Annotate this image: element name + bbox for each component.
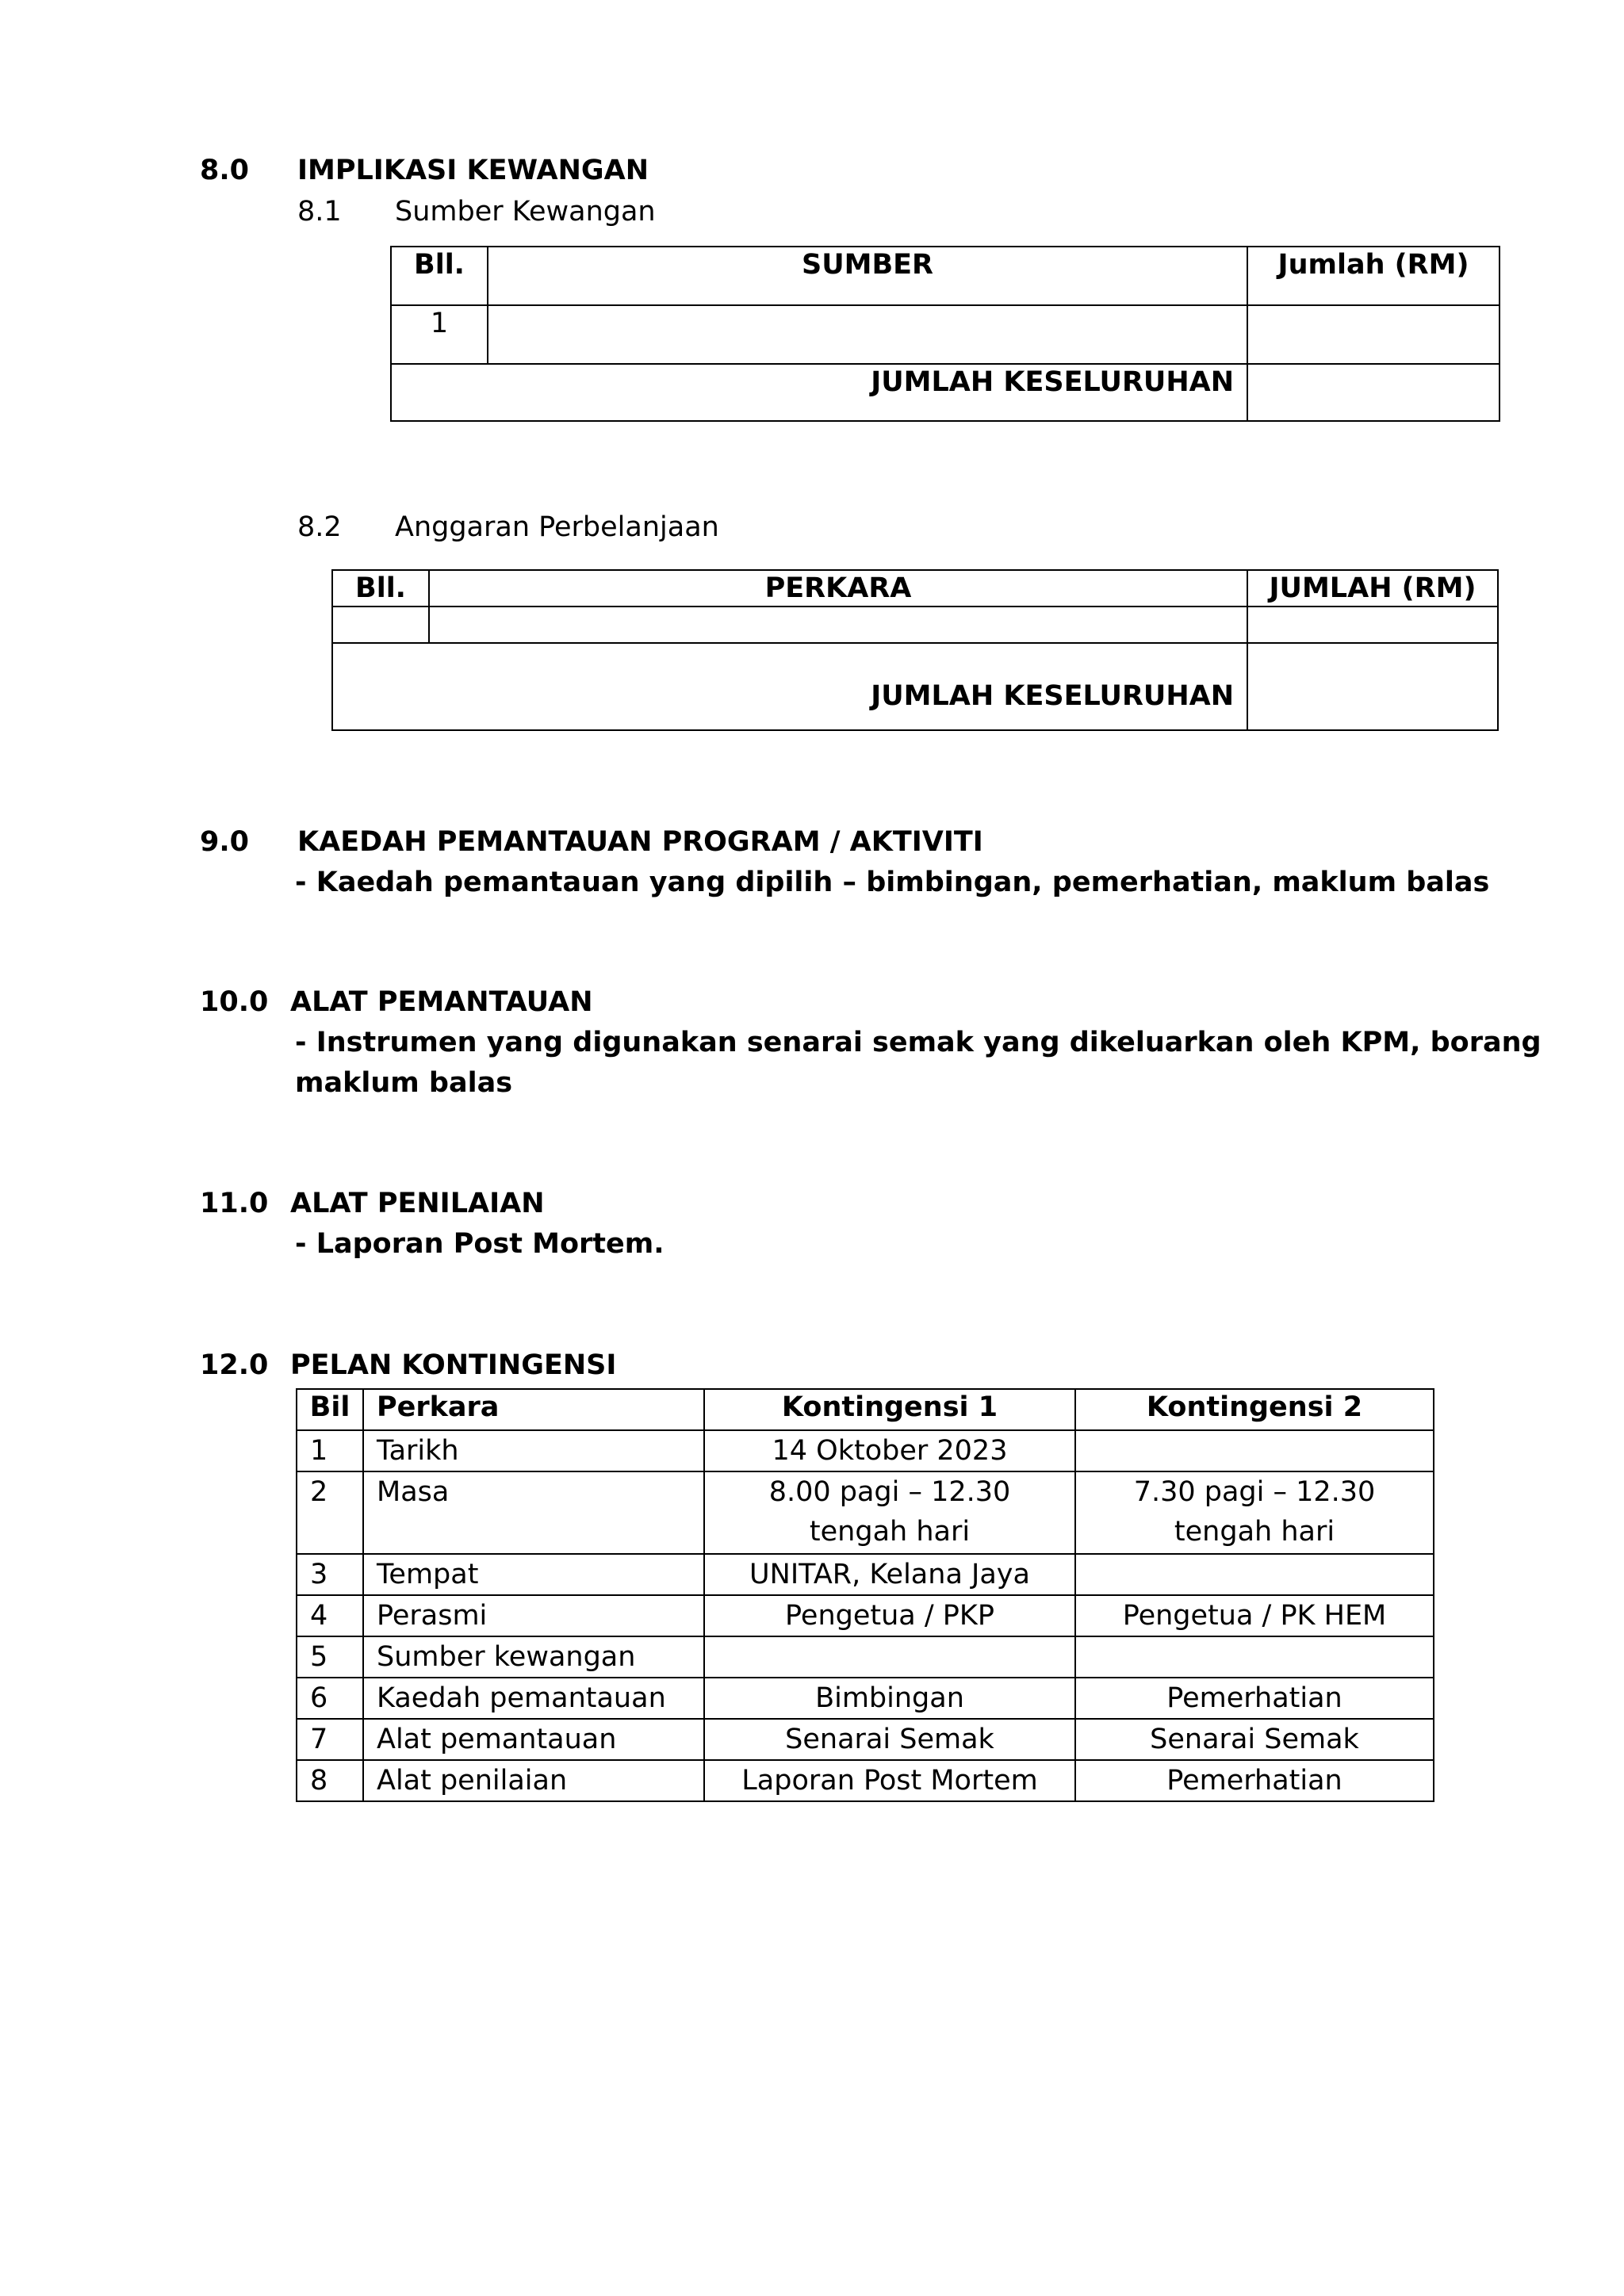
table-row — [297, 1719, 1434, 1760]
table-cell: Masa — [363, 1471, 704, 1554]
table-cell: Pengetua / PK HEM — [1075, 1595, 1434, 1636]
table-cell: 5 — [297, 1636, 363, 1678]
table-cell: Alat pemantauan — [363, 1719, 704, 1760]
table-cell: Pemerhatian — [1075, 1760, 1434, 1801]
section-8-2-title: Anggaran Perbelanjaan — [395, 511, 719, 543]
table-cell — [1075, 1430, 1434, 1471]
pelan-kontingensi-table — [296, 1388, 1434, 1802]
section-11-body: - Laporan Post Mortem. — [295, 1228, 665, 1260]
table-row — [332, 643, 1498, 730]
table-header: Kontingensi 2 — [1075, 1389, 1434, 1430]
table-cell — [1247, 305, 1500, 364]
table-cell: Kaedah pemantauan — [363, 1678, 704, 1719]
table-cell: Pemerhatian — [1075, 1678, 1434, 1719]
section-9-number: 9.0 — [200, 826, 250, 858]
table-cell — [1075, 1554, 1434, 1595]
table-cell — [1075, 1636, 1434, 1678]
section-8-number: 8.0 — [200, 155, 250, 186]
table-cell: Perasmi — [363, 1595, 704, 1636]
section-10-body-line2: maklum balas — [295, 1067, 513, 1099]
table-row — [297, 1636, 1434, 1678]
table-cell: 4 — [297, 1595, 363, 1636]
section-8-1-number: 8.1 — [297, 196, 342, 228]
section-11-title: ALAT PENILAIAN — [290, 1188, 545, 1219]
table-cell: Senarai Semak — [1075, 1719, 1434, 1760]
section-8-title: IMPLIKASI KEWANGAN — [297, 155, 649, 186]
table-cell — [704, 1636, 1075, 1678]
table-row — [391, 364, 1500, 421]
table-header: JUMLAH (RM) — [1247, 570, 1498, 607]
table-cell: Tempat — [363, 1554, 704, 1595]
section-9-body: - Kaedah pemantauan yang dipilih – bimbingan, pemerhatian, maklum balas — [295, 867, 1490, 898]
table-header: SUMBER — [488, 247, 1247, 305]
anggaran-perbelanjaan-table — [331, 569, 1499, 731]
table-cell: 2 — [297, 1471, 363, 1554]
table-cell: 7 — [297, 1719, 363, 1760]
table-header: Bil — [297, 1389, 363, 1430]
table-header: Perkara — [363, 1389, 704, 1430]
table-cell: 3 — [297, 1554, 363, 1595]
section-9-title: KAEDAH PEMANTAUAN PROGRAM / AKTIVITI — [297, 826, 983, 858]
table-cell — [488, 305, 1247, 364]
table-cell: 6 — [297, 1678, 363, 1719]
table-cell: 8.00 pagi – 12.30 tengah hari — [704, 1471, 1075, 1554]
table-header: PERKARA — [429, 570, 1247, 607]
table-cell: Pengetua / PKP — [704, 1595, 1075, 1636]
table-cell: 7.30 pagi – 12.30 tengah hari — [1075, 1471, 1434, 1554]
section-10-number: 10.0 — [200, 986, 269, 1018]
table-row — [297, 1760, 1434, 1801]
table-cell: 8 — [297, 1760, 363, 1801]
table-header: Bll. — [391, 247, 488, 305]
table-row — [297, 1678, 1434, 1719]
table-row — [297, 1595, 1434, 1636]
total-value — [1247, 643, 1498, 730]
table-header: Kontingensi 1 — [704, 1389, 1075, 1430]
table-cell — [429, 607, 1247, 643]
section-8-2-number: 8.2 — [297, 511, 342, 543]
section-8-1-title: Sumber Kewangan — [395, 196, 656, 228]
table-cell: Bimbingan — [704, 1678, 1075, 1719]
total-value — [1247, 364, 1500, 421]
table-cell: Laporan Post Mortem — [704, 1760, 1075, 1801]
table-row — [297, 1471, 1434, 1554]
section-11-number: 11.0 — [200, 1188, 269, 1219]
section-12-number: 12.0 — [200, 1349, 269, 1381]
table-cell: 14 Oktober 2023 — [704, 1430, 1075, 1471]
table-row — [297, 1430, 1434, 1471]
table-cell: Tarikh — [363, 1430, 704, 1471]
table-cell: Senarai Semak — [704, 1719, 1075, 1760]
table-cell: UNITAR, Kelana Jaya — [704, 1554, 1075, 1595]
table-row — [332, 607, 1498, 643]
table-cell: Sumber kewangan — [363, 1636, 704, 1678]
sumber-kewangan-table — [390, 246, 1500, 422]
section-10-body-line1: - Instrumen yang digunakan senarai semak yang dikeluarkan oleh KPM, borang — [295, 1027, 1542, 1058]
table-row — [297, 1554, 1434, 1595]
table-cell: Alat penilaian — [363, 1760, 704, 1801]
total-label: JUMLAH KESELURUHAN — [391, 364, 1247, 421]
table-header: Jumlah (RM) — [1247, 247, 1500, 305]
table-cell — [332, 607, 429, 643]
table-row — [391, 305, 1500, 364]
table-cell: 1 — [297, 1430, 363, 1471]
section-12-title: PELAN KONTINGENSI — [290, 1349, 617, 1381]
table-header: Bll. — [332, 570, 429, 607]
section-10-title: ALAT PEMANTAUAN — [290, 986, 593, 1018]
table-cell — [1247, 607, 1498, 643]
total-label: JUMLAH KESELURUHAN — [332, 643, 1247, 730]
table-cell: 1 — [391, 305, 488, 364]
